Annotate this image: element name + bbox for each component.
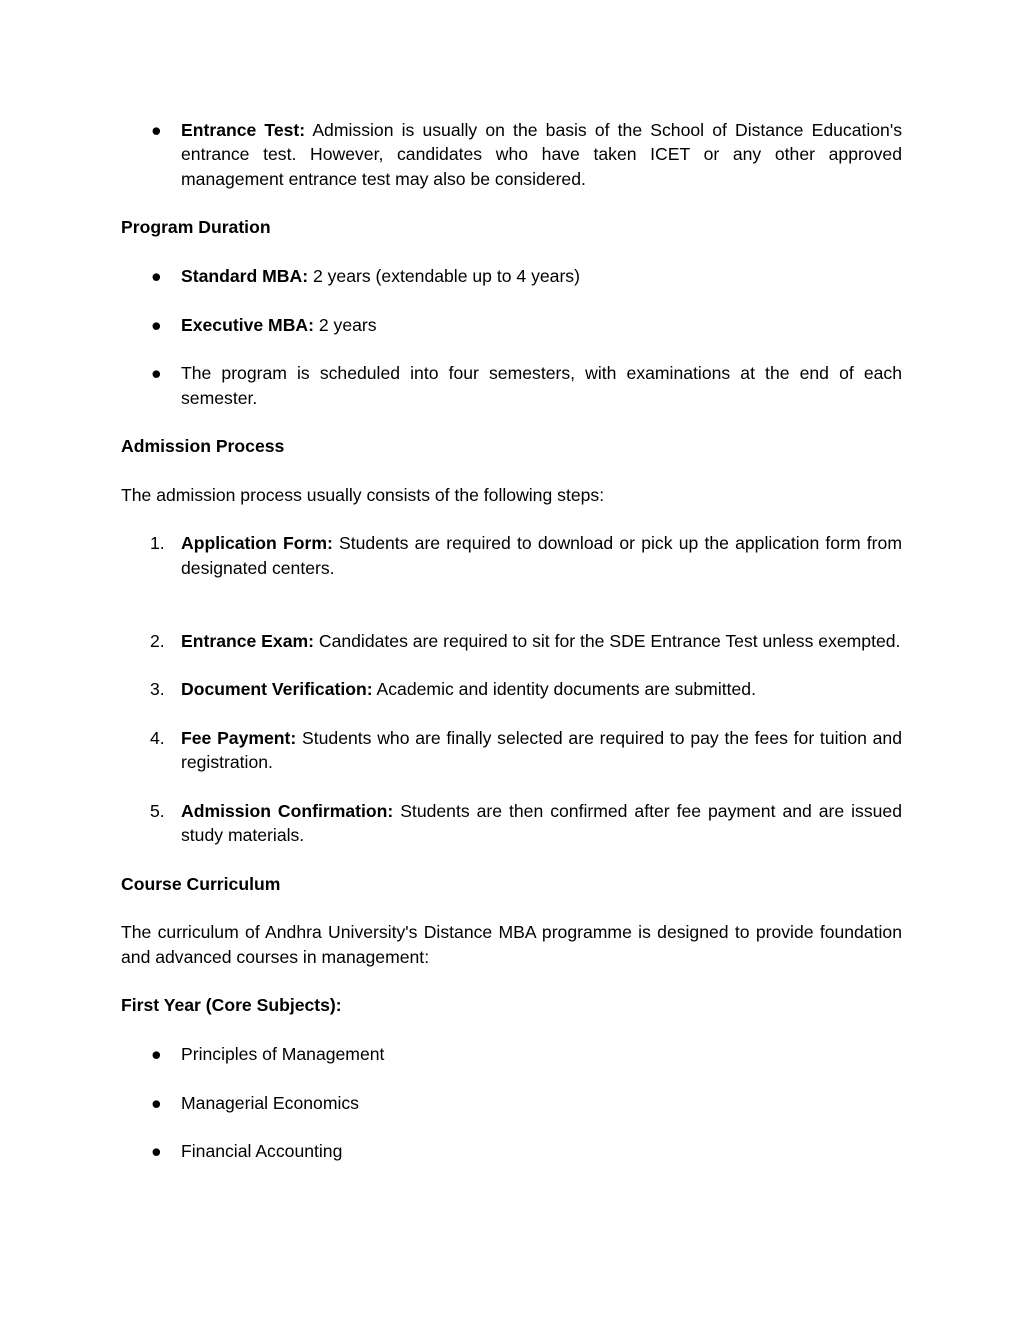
list-item-standard-mba [121,264,902,288]
step-number: 4. [150,727,165,748]
step-entrance-exam [121,629,902,653]
step-number: 5. [150,800,165,821]
document-page [121,118,902,1164]
list-item-subject [121,1042,902,1066]
curriculum-intro: The curriculum of Andhra University's Distance MBA programme is designed to provide foundation and advanced courses in management: [121,922,902,967]
step-document-verification [121,677,902,701]
step-number: 3. [150,679,165,700]
bullet-marker: ● [151,266,162,286]
bullet-marker: ● [151,1141,162,1162]
item-text: The program is scheduled into four semesters, with examinations at the end of each semester. [181,363,902,408]
step-admission-confirmation [121,799,902,848]
heading-first-year: First Year (Core Subjects): [121,995,342,1016]
list-item-entrance-test [121,118,902,191]
item-label: Document Verification: [181,679,373,700]
item-label: Entrance Test: [181,120,306,140]
item-text: Principles of Management [181,1043,385,1064]
item-label: Fee Payment: [181,727,297,748]
item-label: Standard MBA: [181,266,309,286]
bullet-marker: ● [151,1043,162,1064]
item-label: Application Form: [181,533,333,554]
step-number: 2. [150,630,165,651]
bullet-marker: ● [151,1092,162,1113]
heading-admission-process: Admission Process [121,436,285,457]
item-text: Financial Accounting [181,1141,343,1162]
item-text: Students are then confirmed after fee payment and are issued study materials. [181,800,903,846]
item-text: Managerial Economics [181,1092,359,1113]
list-item-semesters [121,361,902,410]
item-text: 2 years (extendable up to 4 years) [308,266,580,286]
item-text: Students who are finally selected are required to pay the fees for tuition and registration. [181,727,902,773]
step-fee-payment [121,726,902,775]
step-application-form [121,531,902,580]
list-item-subject [121,1139,902,1163]
item-text: Admission is usually on the basis of the School of Distance Education's entrance test. However, candidates who have taken ICET or any other approved management entrance test may also be considered. [181,120,902,189]
list-item-subject [121,1091,902,1115]
item-label: Executive MBA: [181,314,314,335]
bullet-marker: ● [151,363,162,384]
bullet-marker: ● [151,120,162,140]
item-text: Students are required to download or pick up the application form from designated centers. [181,533,902,578]
step-number: 1. [150,533,165,554]
item-text: Candidates are required to sit for the SDE Entrance Test unless exempted. [313,630,901,651]
item-label: Admission Confirmation: [181,800,394,821]
item-label: Entrance Exam: [181,630,314,651]
admission-intro: The admission process usually consists of the following steps: [121,484,605,505]
item-text: 2 years [313,314,377,335]
heading-program-duration: Program Duration [121,217,271,238]
list-item-executive-mba [121,313,902,337]
bullet-marker: ● [151,314,162,335]
item-text: Academic and identity documents are submitted. [372,679,756,700]
heading-course-curriculum: Course Curriculum [121,873,281,894]
